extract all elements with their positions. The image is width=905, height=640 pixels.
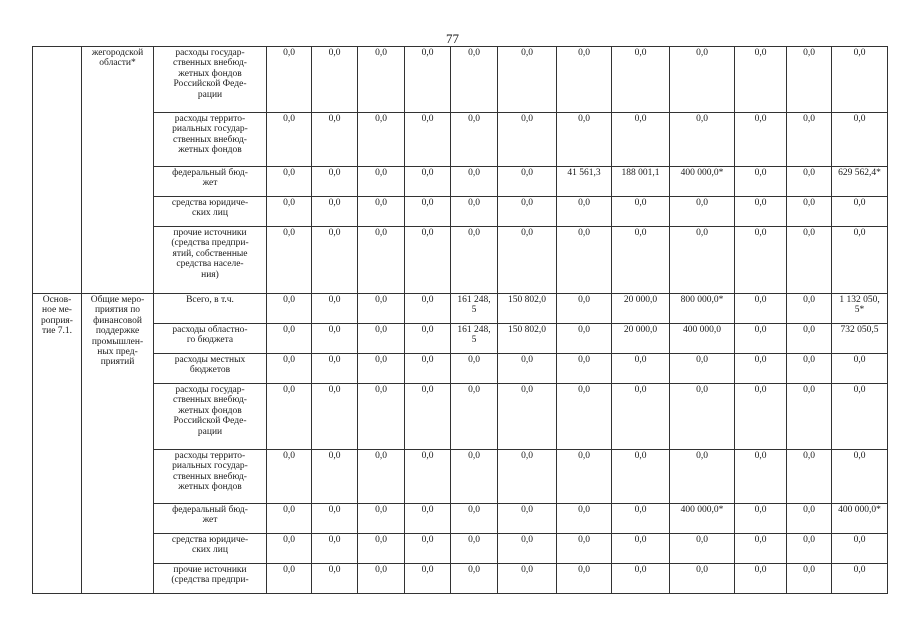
- value-cell: 0,0: [358, 197, 405, 227]
- value-cell: 0,0: [312, 534, 358, 564]
- measure-name-cell: жегородской области*: [82, 47, 154, 294]
- value-cell: 0,0: [312, 504, 358, 534]
- value-cell: 188 001,1: [612, 167, 670, 197]
- value-cell: 0,0: [787, 534, 832, 564]
- value-cell: 0,0: [735, 450, 787, 504]
- value-cell: 0,0: [405, 113, 451, 167]
- value-cell: 0,0: [358, 564, 405, 594]
- value-cell: 0,0: [735, 534, 787, 564]
- status-cell: [33, 47, 82, 294]
- value-cell: 0,0: [735, 354, 787, 384]
- value-cell: 0,0: [787, 384, 832, 450]
- table-row: [33, 384, 888, 450]
- table-row: [33, 294, 888, 324]
- value-cell: 0,0: [498, 564, 557, 594]
- value-cell: 0,0: [670, 564, 735, 594]
- value-cell: 0,0: [451, 564, 498, 594]
- value-cell: 0,0: [405, 227, 451, 294]
- value-cell: 400 000,0*: [670, 167, 735, 197]
- value-cell: 0,0: [498, 504, 557, 534]
- value-cell: 0,0: [312, 167, 358, 197]
- value-cell: 0,0: [787, 113, 832, 167]
- table-row: [33, 354, 888, 384]
- value-cell: 0,0: [358, 534, 405, 564]
- value-cell: 0,0: [267, 450, 312, 504]
- status-cell: Основ- ное ме- роприя- тие 7.1.: [33, 294, 82, 594]
- value-cell: 0,0: [787, 450, 832, 504]
- value-cell: 0,0: [557, 504, 612, 534]
- value-cell: 0,0: [451, 197, 498, 227]
- value-cell: 0,0: [358, 324, 405, 354]
- value-cell: 0,0: [735, 113, 787, 167]
- table-row: [33, 534, 888, 564]
- value-cell: 0,0: [405, 450, 451, 504]
- table-row: [33, 504, 888, 534]
- table-row: [33, 197, 888, 227]
- value-cell: 0,0: [267, 324, 312, 354]
- funding-source-cell: федеральный бюд- жет: [154, 167, 267, 197]
- value-cell: 0,0: [612, 47, 670, 113]
- value-cell: 0,0: [358, 113, 405, 167]
- value-cell: 0,0: [451, 504, 498, 534]
- funding-source-cell: расходы террито- риальных государ- ственных внебюд- жетных фондов: [154, 113, 267, 167]
- funding-source-cell: расходы государ- ственных внебюд- жетных фондов Российской Феде- рации: [154, 384, 267, 450]
- value-cell: 0,0: [312, 354, 358, 384]
- value-cell: 0,0: [358, 354, 405, 384]
- value-cell: 0,0: [670, 450, 735, 504]
- value-cell: 0,0: [735, 47, 787, 113]
- value-cell: 0,0: [557, 534, 612, 564]
- value-cell: 0,0: [312, 564, 358, 594]
- value-cell: 0,0: [358, 227, 405, 294]
- value-cell: 0,0: [832, 450, 888, 504]
- value-cell: 0,0: [735, 294, 787, 324]
- value-cell: 400 000,0*: [832, 504, 888, 534]
- value-cell: 150 802,0: [498, 324, 557, 354]
- value-cell: 0,0: [787, 324, 832, 354]
- value-cell: 0,0: [498, 167, 557, 197]
- value-cell: 0,0: [557, 227, 612, 294]
- measure-name-cell: Общие меро- приятия по финансовой поддержке промышлен- ных пред- приятий: [82, 294, 154, 594]
- funding-source-cell: расходы местных бюджетов: [154, 354, 267, 384]
- value-cell: 0,0: [557, 47, 612, 113]
- value-cell: 0,0: [557, 113, 612, 167]
- value-cell: 0,0: [612, 504, 670, 534]
- value-cell: 0,0: [451, 167, 498, 197]
- value-cell: 0,0: [405, 324, 451, 354]
- value-cell: 0,0: [670, 197, 735, 227]
- value-cell: 0,0: [612, 113, 670, 167]
- value-cell: 0,0: [405, 167, 451, 197]
- page-number: 77: [446, 31, 459, 46]
- value-cell: 0,0: [832, 354, 888, 384]
- value-cell: 0,0: [267, 384, 312, 450]
- value-cell: 0,0: [557, 324, 612, 354]
- value-cell: 0,0: [358, 167, 405, 197]
- funding-source-cell: расходы областно- го бюджета: [154, 324, 267, 354]
- value-cell: 0,0: [358, 384, 405, 450]
- value-cell: 0,0: [787, 227, 832, 294]
- value-cell: 800 000,0*: [670, 294, 735, 324]
- table-row: [33, 324, 888, 354]
- value-cell: 0,0: [405, 504, 451, 534]
- value-cell: 161 248, 5: [451, 324, 498, 354]
- value-cell: 0,0: [670, 354, 735, 384]
- value-cell: 0,0: [267, 227, 312, 294]
- value-cell: 0,0: [451, 113, 498, 167]
- value-cell: 0,0: [832, 47, 888, 113]
- value-cell: 0,0: [267, 534, 312, 564]
- value-cell: 0,0: [787, 504, 832, 534]
- value-cell: 400 000,0: [670, 324, 735, 354]
- value-cell: 0,0: [312, 197, 358, 227]
- value-cell: 0,0: [832, 227, 888, 294]
- value-cell: 0,0: [498, 197, 557, 227]
- value-cell: 0,0: [358, 504, 405, 534]
- value-cell: 0,0: [267, 167, 312, 197]
- value-cell: 0,0: [498, 113, 557, 167]
- value-cell: 0,0: [832, 197, 888, 227]
- value-cell: 0,0: [267, 294, 312, 324]
- value-cell: 0,0: [787, 354, 832, 384]
- funding-source-cell: средства юридиче- ских лиц: [154, 197, 267, 227]
- value-cell: 400 000,0*: [670, 504, 735, 534]
- value-cell: 0,0: [405, 534, 451, 564]
- value-cell: 0,0: [670, 384, 735, 450]
- value-cell: 20 000,0: [612, 294, 670, 324]
- table-row: [33, 564, 888, 594]
- value-cell: 0,0: [405, 47, 451, 113]
- value-cell: 1 132 050, 5*: [832, 294, 888, 324]
- table-row: [33, 227, 888, 294]
- value-cell: 732 050,5: [832, 324, 888, 354]
- value-cell: 0,0: [267, 354, 312, 384]
- value-cell: 0,0: [451, 534, 498, 564]
- value-cell: 0,0: [612, 197, 670, 227]
- value-cell: 0,0: [498, 384, 557, 450]
- value-cell: 0,0: [735, 384, 787, 450]
- value-cell: 0,0: [612, 227, 670, 294]
- value-cell: 0,0: [557, 197, 612, 227]
- value-cell: 0,0: [358, 294, 405, 324]
- value-cell: 0,0: [612, 384, 670, 450]
- value-cell: 0,0: [312, 450, 358, 504]
- table-row: [33, 167, 888, 197]
- value-cell: 0,0: [405, 294, 451, 324]
- value-cell: 0,0: [735, 324, 787, 354]
- value-cell: 0,0: [832, 534, 888, 564]
- funding-source-cell: прочие источники (средства предпри- ятий, собственные средства населе- ния): [154, 227, 267, 294]
- value-cell: 0,0: [358, 47, 405, 113]
- table-row: [33, 113, 888, 167]
- value-cell: 41 561,3: [557, 167, 612, 197]
- value-cell: 0,0: [451, 47, 498, 113]
- value-cell: 0,0: [405, 354, 451, 384]
- funding-source-cell: прочие источники (средства предпри-: [154, 564, 267, 594]
- value-cell: 0,0: [735, 504, 787, 534]
- value-cell: 0,0: [670, 113, 735, 167]
- value-cell: 20 000,0: [612, 324, 670, 354]
- value-cell: 0,0: [735, 167, 787, 197]
- value-cell: 0,0: [451, 384, 498, 450]
- value-cell: 0,0: [312, 384, 358, 450]
- value-cell: 0,0: [312, 324, 358, 354]
- value-cell: 0,0: [787, 564, 832, 594]
- value-cell: 0,0: [312, 113, 358, 167]
- value-cell: 0,0: [670, 534, 735, 564]
- table-row: [33, 47, 888, 113]
- funding-source-cell: расходы государ- ственных внебюд- жетных фондов Российской Феде- рации: [154, 47, 267, 113]
- value-cell: 0,0: [405, 564, 451, 594]
- value-cell: 0,0: [498, 450, 557, 504]
- value-cell: 0,0: [405, 197, 451, 227]
- value-cell: 0,0: [832, 384, 888, 450]
- value-cell: 0,0: [451, 450, 498, 504]
- value-cell: 0,0: [557, 294, 612, 324]
- table-body: [33, 47, 888, 594]
- value-cell: 0,0: [498, 47, 557, 113]
- budget-table: [32, 46, 888, 594]
- funding-source-cell: Всего, в т.ч.: [154, 294, 267, 324]
- value-cell: 0,0: [735, 564, 787, 594]
- value-cell: 0,0: [787, 47, 832, 113]
- value-cell: 0,0: [267, 504, 312, 534]
- value-cell: 0,0: [557, 354, 612, 384]
- table-row: [33, 450, 888, 504]
- value-cell: 0,0: [267, 47, 312, 113]
- value-cell: 0,0: [612, 564, 670, 594]
- value-cell: 0,0: [612, 534, 670, 564]
- value-cell: 629 562,4*: [832, 167, 888, 197]
- value-cell: 0,0: [735, 227, 787, 294]
- value-cell: 0,0: [312, 294, 358, 324]
- value-cell: 0,0: [787, 294, 832, 324]
- value-cell: 0,0: [557, 384, 612, 450]
- value-cell: 0,0: [557, 564, 612, 594]
- funding-source-cell: расходы террито- риальных государ- ственных внебюд- жетных фондов: [154, 450, 267, 504]
- value-cell: 0,0: [267, 197, 312, 227]
- value-cell: 0,0: [358, 450, 405, 504]
- value-cell: 0,0: [405, 384, 451, 450]
- value-cell: 0,0: [312, 227, 358, 294]
- value-cell: 0,0: [498, 354, 557, 384]
- value-cell: 0,0: [451, 354, 498, 384]
- value-cell: 0,0: [267, 564, 312, 594]
- funding-source-cell: средства юридиче- ских лиц: [154, 534, 267, 564]
- value-cell: 0,0: [670, 227, 735, 294]
- value-cell: 0,0: [787, 167, 832, 197]
- value-cell: 0,0: [557, 450, 612, 504]
- value-cell: 161 248, 5: [451, 294, 498, 324]
- funding-source-cell: федеральный бюд- жет: [154, 504, 267, 534]
- value-cell: 0,0: [451, 227, 498, 294]
- value-cell: 0,0: [832, 564, 888, 594]
- value-cell: 0,0: [670, 47, 735, 113]
- value-cell: 0,0: [498, 534, 557, 564]
- value-cell: 0,0: [832, 113, 888, 167]
- value-cell: 0,0: [612, 450, 670, 504]
- value-cell: 150 802,0: [498, 294, 557, 324]
- value-cell: 0,0: [312, 47, 358, 113]
- value-cell: 0,0: [612, 354, 670, 384]
- value-cell: 0,0: [498, 227, 557, 294]
- value-cell: 0,0: [735, 197, 787, 227]
- value-cell: 0,0: [787, 197, 832, 227]
- value-cell: 0,0: [267, 113, 312, 167]
